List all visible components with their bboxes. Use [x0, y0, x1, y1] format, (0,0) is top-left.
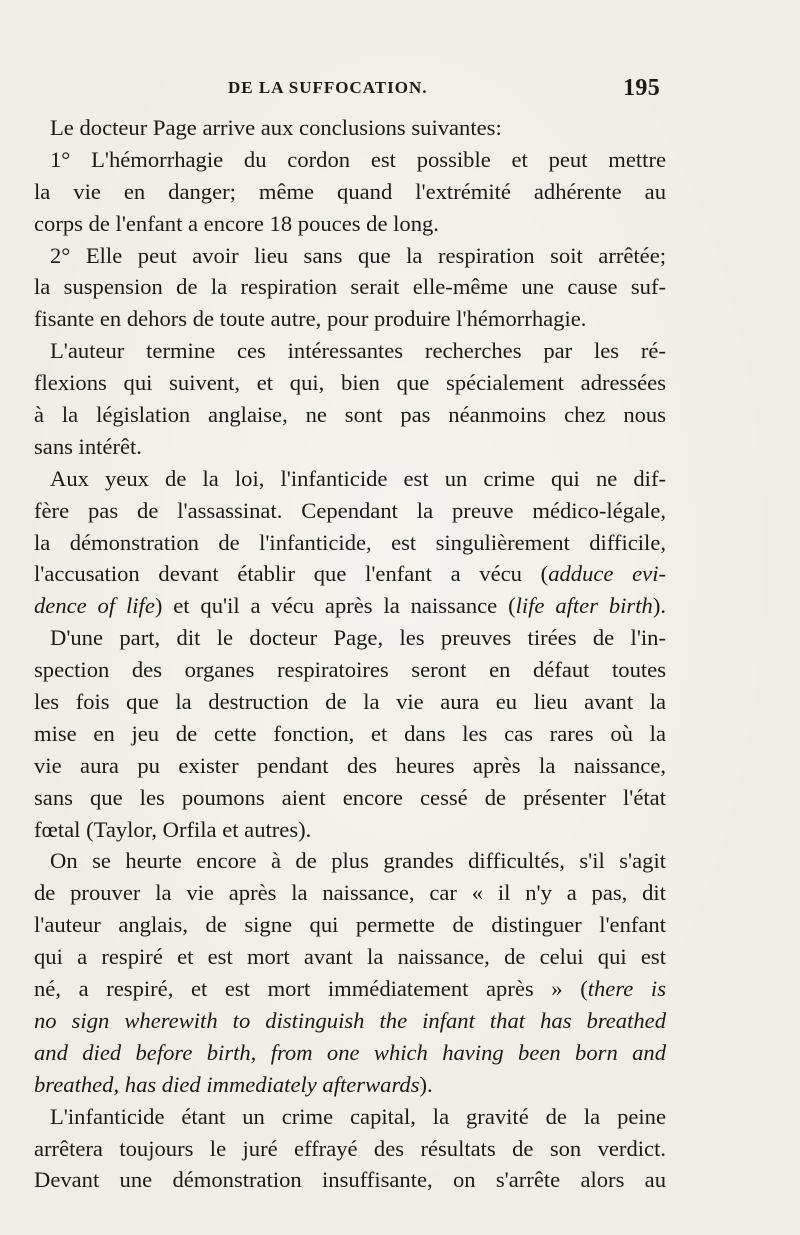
- text-line: [34, 335, 666, 367]
- text-line: [34, 654, 666, 686]
- text-line: [34, 271, 666, 303]
- text-span: la suspension de la respiration serait elle-même une cause suf-: [34, 274, 666, 300]
- text-line: [34, 814, 666, 846]
- text-line: [34, 431, 666, 463]
- text-line: [34, 686, 666, 718]
- text-span: sans intérêt.: [34, 433, 142, 459]
- text-span: les fois que la destruction de la vie aura eu lieu avant la: [34, 689, 666, 715]
- text-span: fisante en dehors de toute autre, pour produire l'hémorrhagie.: [34, 306, 587, 332]
- text-span: arrêtera toujours le juré effrayé des résultats de son verdict.: [34, 1135, 666, 1161]
- text-line: [34, 590, 666, 622]
- text-span: de prouver la vie après la naissance, car « il n'y a pas, dit: [34, 880, 666, 906]
- text-span: ).: [652, 593, 666, 619]
- italic-span: breathed, has died immediately afterwards: [34, 1071, 420, 1097]
- text-span: fœtal (Taylor, Orfila et autres).: [34, 816, 312, 842]
- text-span: L'infanticide étant un crime capital, la gravité de la peine: [50, 1103, 666, 1129]
- text-line: [34, 845, 666, 877]
- text-span: 2° Elle peut avoir lieu sans que la respiration soit arrêtée;: [50, 242, 666, 268]
- text-line: [34, 973, 666, 1005]
- text-span: la démonstration de l'infanticide, est singulièrement difficile,: [34, 529, 666, 555]
- italic-span: no sign wherewith to distinguish the infant that has breathed: [34, 1007, 666, 1033]
- text-span: vie aura pu exister pendant des heures après la naissance,: [34, 752, 666, 778]
- text-line: [34, 1069, 666, 1101]
- text-span: flexions qui suivent, et qui, bien que spécialement adressées: [34, 370, 666, 396]
- text-line: [34, 1037, 666, 1069]
- text-span: ).: [419, 1071, 433, 1097]
- text-span: Devant une démonstration insuffisante, on s'arrête alors au: [34, 1167, 666, 1193]
- text-span: D'une part, dit le docteur Page, les preuves tirées de l'in-: [50, 625, 666, 651]
- text-line: [34, 303, 666, 335]
- text-span: la vie en danger; même quand l'extrémité adhérente au: [34, 178, 666, 204]
- text-line: [34, 622, 666, 654]
- text-span: Le docteur Page arrive aux conclusions suivantes:: [50, 115, 502, 140]
- italic-span: dence of life: [34, 593, 155, 619]
- text-line: [34, 1005, 666, 1037]
- text-span: l'accusation devant établir que l'enfant a vécu (: [34, 561, 549, 587]
- italic-span: there is: [587, 976, 666, 1002]
- text-span: spection des organes respiratoires seront en défaut toutes: [34, 657, 666, 683]
- text-span: 1° L'hémorrhagie du cordon est possible et peut mettre: [50, 146, 666, 172]
- text-line: [34, 750, 666, 782]
- text-line: [34, 941, 666, 973]
- text-line: [34, 558, 666, 590]
- page-number: 195: [623, 75, 660, 101]
- text-line: [34, 144, 666, 176]
- text-span: qui a respiré et est mort avant la naissance, de celui qui est: [34, 944, 666, 970]
- text-line: [34, 909, 666, 941]
- text-line: [34, 240, 666, 272]
- italic-span: and died before birth, from one which having been born and: [34, 1039, 666, 1065]
- text-line: [34, 782, 666, 814]
- italic-span: adduce evi-: [548, 561, 667, 587]
- text-span: Aux yeux de la loi, l'infanticide est un crime qui ne dif-: [50, 465, 666, 491]
- text-line: [34, 176, 666, 208]
- text-span: On se heurte encore à de plus grandes difficultés, s'il s'agit: [50, 848, 666, 874]
- text-span: à la législation anglaise, ne sont pas néanmoins chez nous: [34, 402, 666, 428]
- text-span: sans que les poumons aient encore cessé de présenter l'état: [34, 784, 666, 810]
- text-span: corps de l'enfant a encore 18 pouces de long.: [34, 210, 439, 236]
- text-span: né, a respiré, et est mort immédiatement après » (: [34, 976, 588, 1002]
- text-line: [34, 877, 666, 909]
- text-span: l'auteur anglais, de signe qui permette de distinguer l'enfant: [34, 912, 666, 938]
- text-line: [34, 527, 666, 559]
- text-line: [34, 718, 666, 750]
- italic-span: life after birth: [515, 593, 653, 619]
- text-span: ) et qu'il a vécu après la naissance (: [154, 593, 516, 619]
- text-line: [34, 1101, 666, 1133]
- text-line: [34, 495, 666, 527]
- text-line: [34, 463, 666, 495]
- text-span: mise en jeu de cette fonction, et dans les cas rares où la: [34, 720, 666, 746]
- text-line: [34, 399, 666, 431]
- text-span: fère pas de l'assassinat. Cependant la preuve médico-légale,: [34, 497, 666, 523]
- text-line: [34, 208, 666, 240]
- text-line: [34, 112, 666, 144]
- page-header: [228, 75, 660, 104]
- text-line: [34, 367, 666, 399]
- text-line: [34, 1164, 666, 1196]
- body-text: [34, 112, 666, 1196]
- running-title: DE LA SUFFOCATION.: [228, 78, 428, 97]
- text-span: L'auteur termine ces intéressantes recherches par les ré-: [50, 338, 666, 364]
- text-line: [34, 1133, 666, 1165]
